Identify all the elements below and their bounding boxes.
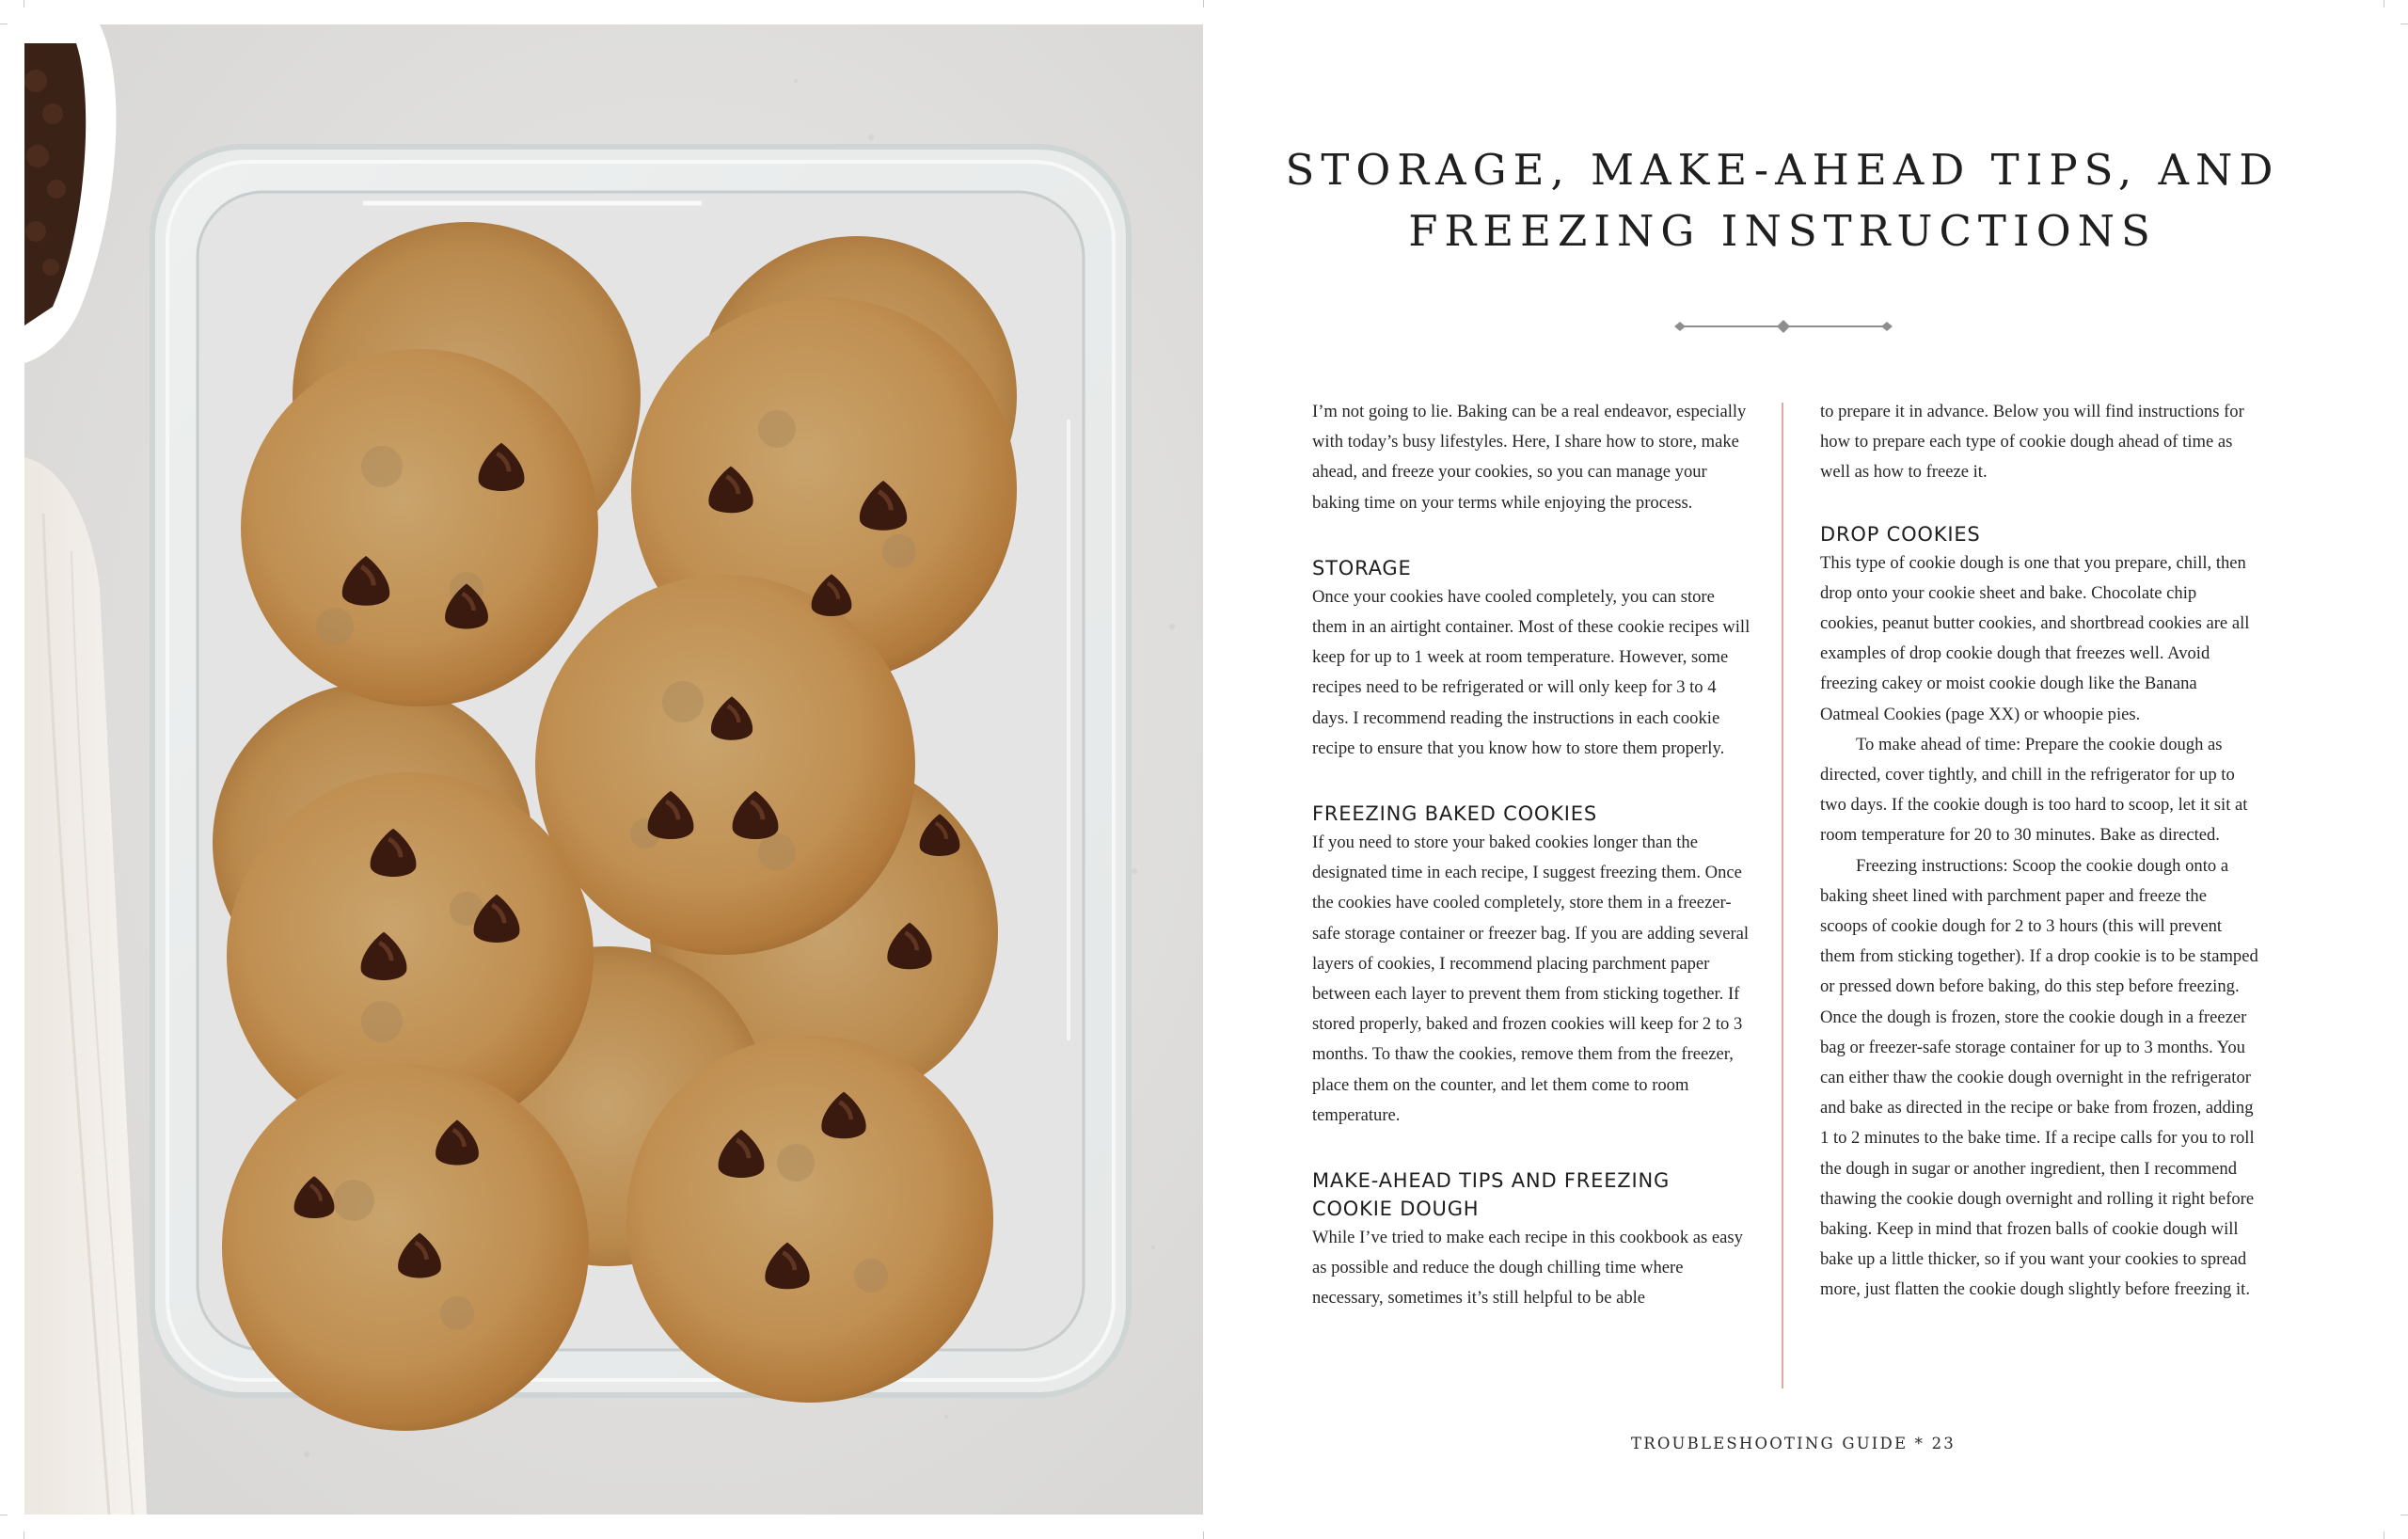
freezing-baked-cookies-heading: FREEZING BAKED COOKIES	[1312, 802, 1597, 826]
make-ahead-paragraph: While I’ve tried to make each recipe in this cookbook as easy as possible and reduce the dough chilling time where necessary, sometimes it’s still helpful to be able	[1312, 1228, 1743, 1309]
page-title	[1251, 139, 2314, 262]
page-footer	[1631, 1435, 1956, 1452]
divider-ornament	[1674, 316, 1893, 337]
footer-separator: *	[1914, 1435, 1925, 1452]
page-number: 23	[1931, 1435, 1956, 1452]
make-ahead-of-time-paragraph: To make ahead of time: Prepare the cookie dough as directed, cover tightly, and chill in the refrigerator for up to two days. If the cookie dough is too hard to scoop, let it sit at room temperature for 20 to 30 minutes. Bake as directed.	[1820, 734, 2248, 846]
running-footer-section: TROUBLESHOOTING GUIDE	[1631, 1435, 1909, 1452]
text-column-right	[1820, 397, 2258, 1306]
text-column-left	[1312, 397, 1751, 1314]
cookies-in-glass-container-photo	[24, 24, 1203, 1515]
drop-cookies-paragraph: This type of cookie dough is one that you prepare, chill, then drop onto your cookie sheet and bake. Chocolate chip cookies, peanut butter cookies, and shortbread cookies are all examples of drop cookie dough that freezes well. Avoid freezing cakey or moist cookie dough like the Banana Oatmeal Cookies (page XX) or whoopie pies.	[1820, 552, 2250, 724]
continuation-paragraph: to prepare it in advance. Below you will find instructions for how to prepare each type of cookie dough ahead of time as well as how to freeze it.	[1820, 402, 2244, 483]
freezing-baked-cookies-paragraph: If you need to store your baked cookies longer than the designated time in each recipe, I suggest freezing them. Once the cookies have cooled completely, store them in a freezer-safe storage container or freezer bag. If you are adding several layers of cookies, I recommend placing parchment paper between each layer to prevent them from sticking together. If stored properly, baked and frozen cookies will keep for 2 to 3 months. To thaw the cookies, remove them from the freezer, place them on the counter, and let them come to room temperature.	[1312, 833, 1750, 1125]
make-ahead-heading	[1312, 1166, 1751, 1223]
make-ahead-heading-line: COOKIE DOUGH	[1312, 1198, 1480, 1221]
make-ahead-heading-line: MAKE-AHEAD TIPS AND FREEZING	[1312, 1169, 1671, 1193]
column-rule	[1782, 403, 1783, 1388]
title-line: STORAGE, MAKE-AHEAD TIPS, AND	[1285, 145, 2280, 195]
title-line: FREEZING INSTRUCTIONS	[1408, 206, 2157, 256]
crop-mark	[1203, 1531, 1204, 1539]
crop-mark	[1203, 0, 1204, 8]
intro-paragraph: I’m not going to lie. Baking can be a real endeavor, especially with today’s busy lifestyles. Here, I share how to store, make ahead, and freeze your cookies, so you can manage your baking time on your terms while enjoying the process.	[1312, 402, 1747, 513]
storage-heading: STORAGE	[1312, 556, 1412, 579]
drop-cookies-heading: DROP COOKIES	[1820, 522, 1981, 546]
storage-paragraph: Once your cookies have cooled completely, you can store them in an airtight container. Most of these cookie recipes will keep for up to 1 week at room temperature. However, some recipes need to be refrigerated or will only keep for 3 to 4 days. I recommend reading the instructions in each cookie recipe to ensure that you know how to store them properly.	[1312, 586, 1751, 758]
freezing-instructions-paragraph: Freezing instructions: Scoop the cookie dough onto a baking sheet lined with parchment paper and freeze the scoops of cookie dough for 2 to 3 hours (this will prevent them from sticking together). If a drop cookie is to be stamped or pressed down before baking, do this step before freezing. Once the dough is frozen, store the cookie dough in a freezer bag or freezer-safe storage container for up to 3 months. You can either thaw the cookie dough overnight in the refrigerator and bake as directed in the recipe or bake from frozen, adding 1 to 2 minutes to the bake time. If a recipe calls for you to roll the dough in sugar or another ingredient, then I recommend thawing the cookie dough overnight and rolling it right before baking. Keep in mind that frozen balls of cookie dough will bake up a little thicker, so if you want your cookies to spread more, just flatten the cookie dough slightly before freezing it.	[1820, 855, 2258, 1300]
